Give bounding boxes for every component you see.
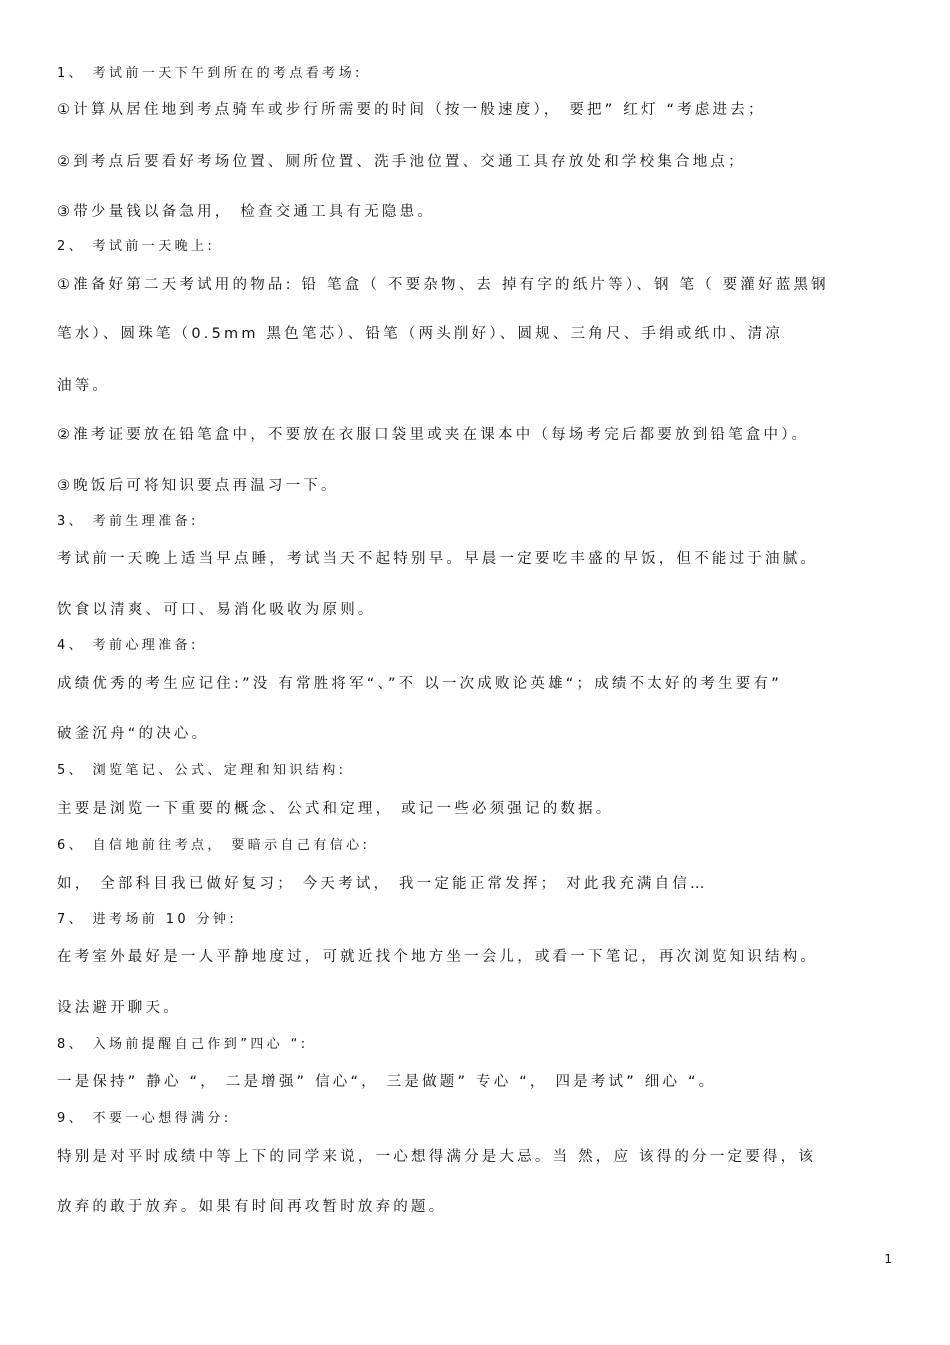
paragraph-line: 放弃的敢于放弃。如果有时间再攻暂时放弃的题。 [57,1199,447,1215]
heading-8: 8、 入场前提醒自己作到”四心 “: [57,1037,309,1052]
paragraph-line: 成绩优秀的考生应记住:”没 有常胜将军“、”不 以一次成败论英雄“；成绩不太好的考生要有” [57,676,782,692]
paragraph-line: ③带少量钱以备急用， 检查交通工具有无隐患。 [57,204,436,220]
paragraph-line: 一是保持” 静心 “， 二是增强” 信心“， 三是做题” 专心 “， 四是考试” 细心 “。 [57,1074,717,1090]
heading-2: 2、 考试前一天晚上: [57,239,216,254]
paragraph-line: 主要是浏览一下重要的概念、公式和定理， 或记一些必须强记的数据。 [57,801,614,817]
paragraph-line: ③晚饭后可将知识要点再温习一下。 [57,478,339,494]
paragraph-line: 在考室外最好是一人平静地度过，可就近找个地方坐一会儿，或看一下笔记，再次浏览知识结构。 [57,949,819,965]
heading-5: 5、 浏览笔记、公式、定理和知识结构: [57,763,347,778]
paragraph-line: ②到考点后要看好考场位置、厕所位置、洗手池位置、交通工具存放处和学校集合地点； [57,154,746,170]
page-number: 1 [884,1252,892,1266]
paragraph-line: 如， 全部科目我已做好复习； 今天考试， 我一定能正常发挥； 对此我充满自信… [57,876,708,892]
heading-4: 4、 考前心理准备: [57,638,199,653]
paragraph-line: 设法避开聊天。 [57,1000,181,1016]
heading-3: 3、 考前生理准备: [57,514,199,529]
paragraph-line: 饮食以清爽、可口、易消化吸收为原则。 [57,602,376,618]
paragraph-line: 破釜沉舟“的决心。 [57,726,210,742]
paragraph-line: 考试前一天晚上适当早点睡，考试当天不起特别早。早晨一定要吃丰盛的早饭，但不能过于油腻。 [57,551,819,567]
paragraph-line: 特别是对平时成绩中等上下的同学来说，一心想得满分是大忌。当 然，应 该得的分一定要得，该 [57,1149,817,1165]
paragraph-line: ②准考证要放在铅笔盒中，不要放在衣服口袋里或夹在课本中（每场考完后都要放到铅笔盒中）。 [57,427,810,443]
paragraph-line: ①计算从居住地到考点骑车或步行所需要的时间（按一般速度）， 要把” 红灯 “考虑进去； [57,102,766,118]
heading-9: 9、 不要一心想得满分: [57,1111,232,1126]
paragraph-line: 笔水）、圆珠笔（0.5mm 黑色笔芯）、铅笔（两头削好）、圆规、三角尺、手绢或纸巾、清凉 [57,326,783,342]
heading-7: 7、 进考场前 10 分钟: [57,912,238,927]
heading-1: 1、 考试前一天下午到所在的考点看考场: [57,66,363,81]
paragraph-line: 油等。 [57,378,111,394]
paragraph-line: ①准备好第二天考试用的物品: 铅 笔盒（ 不要杂物、去 掉有字的纸片等）、钢 笔（ 要灌好蓝黑钢 [57,277,829,293]
heading-6: 6、 自信地前往考点， 要暗示自己有信心: [57,838,371,853]
